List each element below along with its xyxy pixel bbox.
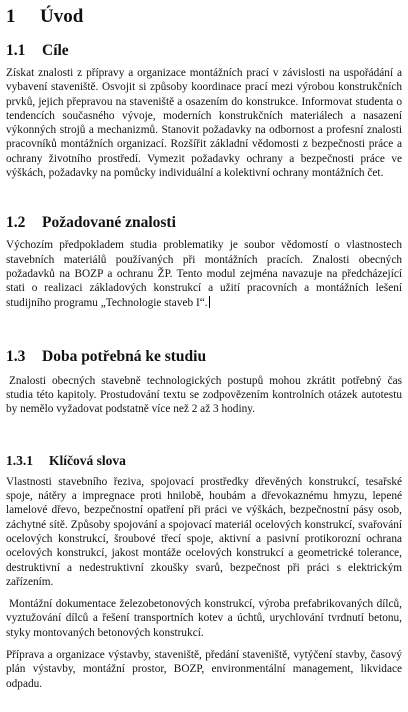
section-title: Doba potřebná ke studiu bbox=[42, 347, 207, 365]
section-title: Požadované znalosti bbox=[42, 214, 176, 232]
section-number: 1.1 bbox=[6, 42, 26, 59]
chapter-heading bbox=[6, 6, 402, 28]
section-paragraph bbox=[6, 238, 402, 309]
section-paragraph: Vlastnosti stavebního řeziva, spojovací prostředky dřevěných konstrukcí, tesařské spoje, nátěry a impregnace proti hnilobě, houbám a dřevokaznému hmyzu, lepené lamelové dřevo, bezpečnostní opatření při práci ve výškách, bezpečnostní pásy osob, záchytné sítě. Způsoby spojování a spojovací materiál ocelových konstrukcí, svařování ocelových konstrukcí, šroubové třecí spoje, aktivní a pasivní protikorozní ochrana ocelových konstrukcí, jakost montáže ocelových konstrukcí a geometrické tolerance, destruktivní a nedestruktivní zkoušky svarů, bezpečnost při práci s elektrickým zařízením. bbox=[6, 475, 402, 588]
document-page bbox=[6, 0, 402, 691]
paragraph-text: Výchozím předpokladem studia problematiky je soubor vědomostí o vlastnostech stavebních materiálů používaných při montážních pracích. Znalosti obecných požadavků na BOZP a ochranu ŽP. Tento modul zejména navazuje na předcházející stati o realizaci základových konstrukcí a užití pracovních a montážních lešení studijního programu „Technologie staveb I“. bbox=[6, 239, 402, 309]
section-paragraph: Montážní dokumentace železobetonových konstrukcí, výroba prefabrikovaných dílců, vyztužování dílců a řešení transportních kotev a úchtů, urychlování tvrdnutí betonu, styky montovaných betonových konstrukcí. bbox=[6, 598, 402, 639]
section-heading-pozadovane-znalosti bbox=[6, 214, 402, 232]
section-title: Klíčová slova bbox=[49, 452, 126, 468]
section-heading-doba-studia bbox=[6, 348, 402, 366]
section-heading-cile bbox=[6, 42, 402, 60]
subsection-heading-klicova-slova bbox=[6, 453, 402, 469]
section-number: 1.2 bbox=[6, 214, 26, 232]
section-paragraph: Příprava a organizace výstavby, staveniště, předání staveniště, vytýčení stavby, časový plán výstavby, montážní prostor, BOZP, environmentální management, likvidace odpadu. bbox=[6, 649, 402, 690]
text-cursor bbox=[209, 296, 210, 308]
chapter-number: 1 bbox=[6, 6, 16, 27]
section-paragraph: Získat znalosti z přípravy a organizace montážních prací v závislosti na uspořádání a vybavení staveniště. Osvojit si způsoby koordinace prací mezi výrobou konstrukčních prvků, jejich přepravou na staveniště a osazením do konstrukce. Informovat studenta o tendencích současného vývoje, moderních konstrukčních materiálech a nasazení výkonných strojů a mechanizmů. Stanovit požadavky na odbornost a profesní znalosti pracovníků montážních organizací. Rozšířit základní vědomosti z bezpečnosti práce a ochrany životního prostředí. Vymezit požadavky ochrany a bezpečnosti práce ve výškách, požadavky na pomůcky individuální a kolektivní ochrany montážních čet. bbox=[6, 67, 402, 180]
section-paragraph: Znalosti obecných stavebně technologických postupů mohou zkrátit potřebný čas studia této kapitoly. Prostudování textu se zodpovězením kontrolních otázek autotestu by nemělo vyžadovat podstatně více než 2 až 3 hodiny. bbox=[6, 374, 402, 416]
section-title: Cíle bbox=[42, 42, 69, 59]
section-number: 1.3.1 bbox=[6, 452, 33, 468]
section-number: 1.3 bbox=[6, 347, 26, 365]
chapter-title: Úvod bbox=[40, 6, 84, 27]
